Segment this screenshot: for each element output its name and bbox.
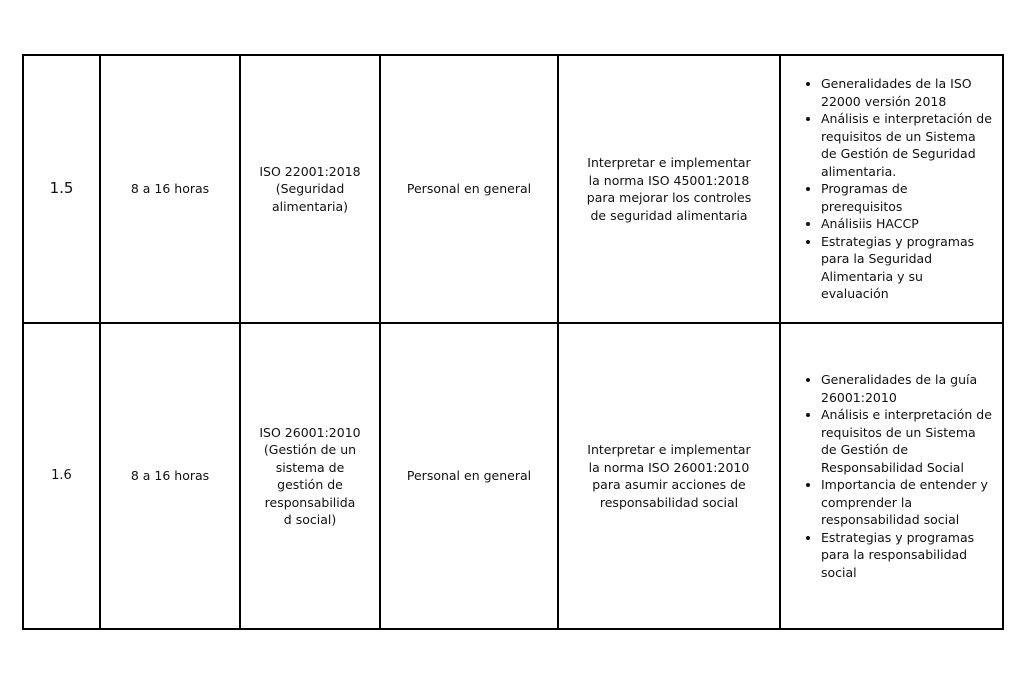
topics-list [803,75,992,303]
topic-item: • Generalidades de la ISO 22000 versión 2018 [821,75,992,110]
course-objective: Interpretar e implementar la norma ISO 45001:2018 para mejorar los controles de seguridad alimentaria [558,55,780,323]
course-audience: Personal en general [380,55,558,323]
topics-list [803,371,992,581]
course-duration: 8 a 16 horas [100,323,240,629]
topic-item: • Programas de prerequisitos [821,180,992,215]
topic-item: • Importancia de entender y comprender la responsabilidad social [821,476,992,529]
topic-item: • Estrategias y programas para la Seguridad Alimentaria y su evaluación [821,233,992,303]
course-duration: 8 a 16 horas [100,55,240,323]
course-standard: ISO 22001:2018 (Seguridad alimentaria) [240,55,380,323]
table-row [23,323,1003,629]
course-table [22,54,1004,630]
course-number: 1.5 [23,55,100,323]
course-standard: ISO 26001:2010 (Gestión de un sistema de gestión de responsabilida d social) [240,323,380,629]
course-objective: Interpretar e implementar la norma ISO 26001:2010 para asumir acciones de responsabilidad social [558,323,780,629]
course-topics [780,55,1003,323]
topic-item: • Análisis e interpretación de requisitos de un Sistema de Gestión de Responsabilidad Social [821,406,992,476]
course-number: 1.6 [23,323,100,629]
topic-item: • Análisis e interpretación de requisitos de un Sistema de Gestión de Seguridad alimentaria. [821,110,992,180]
topic-item: • Estrategias y programas para la responsabilidad social [821,529,992,582]
course-audience: Personal en general [380,323,558,629]
table-row [23,55,1003,323]
topic-item: • Análisiis HACCP [821,215,992,233]
topic-item: • Generalidades de la guía 26001:2010 [821,371,992,406]
course-topics [780,323,1003,629]
